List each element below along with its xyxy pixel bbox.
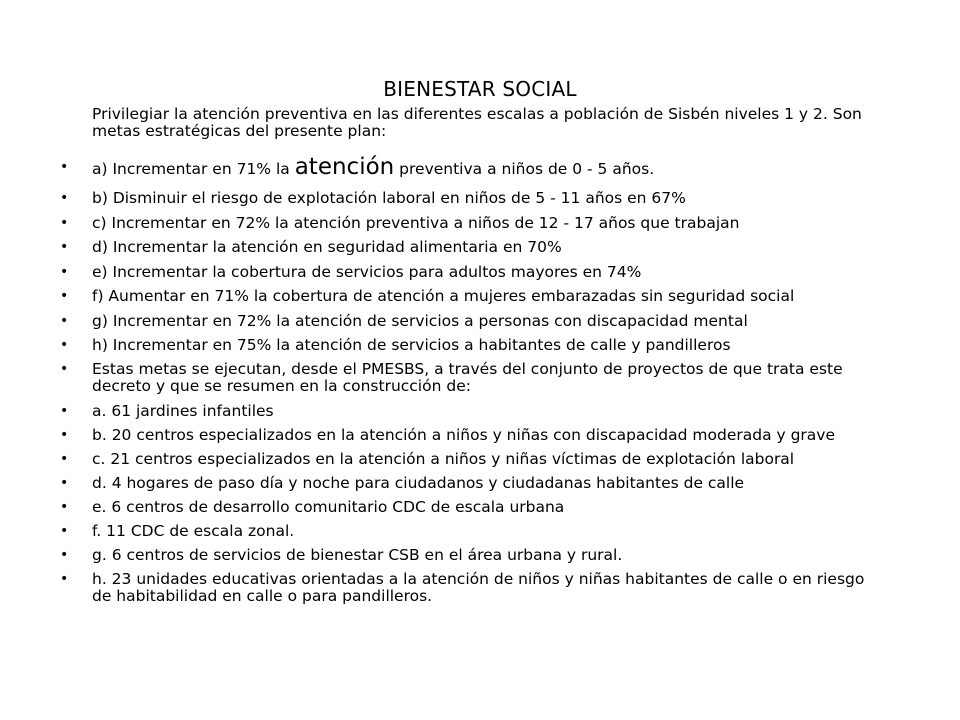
goal-a-text-end: preventiva a niños de 0 - 5 años. [394, 160, 655, 178]
construction-item-e: • e. 6 centros de desarrollo comunitario CDC de escala urbana [92, 499, 922, 516]
execution-note [92, 361, 922, 395]
intro-line-2: metas estratégicas del presente plan: [92, 122, 387, 140]
construction-item-h [92, 571, 922, 605]
construction-item-h-line-1: h. 23 unidades educativas orientadas a la atención de niños y niñas habitantes de calle o en riesgo [92, 570, 865, 588]
goal-item-b: • b) Disminuir el riesgo de explotación laboral en niños de 5 - 11 años en 67% [92, 190, 922, 207]
construction-item-f: • f. 11 CDC de escala zonal. [92, 523, 922, 540]
intro-paragraph [90, 106, 890, 140]
goal-item-f: • f) Aumentar en 71% la cobertura de atención a mujeres embarazadas sin seguridad social [92, 288, 922, 305]
intro-line-1: Privilegiar la atención preventiva en las diferentes escalas a población de Sisbén niveles 1 y 2. Son [92, 105, 862, 123]
goal-item-h: • h) Incrementar en 75% la atención de servicios a habitantes de calle y pandilleros [92, 337, 922, 354]
goal-item-g: • g) Incrementar en 72% la atención de servicios a personas con discapacidad mental [92, 313, 922, 330]
goal-item-c: • c) Incrementar en 72% la atención preventiva a niños de 12 - 17 años que trabajan [92, 215, 922, 232]
construction-item-a: • a. 61 jardines infantiles [92, 403, 922, 420]
slide-title: BIENESTAR SOCIAL [383, 77, 577, 101]
construction-item-c: • c. 21 centros especializados en la atención a niños y niñas víctimas de explotación laboral [92, 451, 922, 468]
goal-item-a [92, 154, 922, 180]
goal-a-emphasis: atención [294, 154, 395, 180]
construction-item-h-line-2: de habitabilidad en calle o para pandilleros. [92, 587, 433, 605]
execution-note-line-1: Estas metas se ejecutan, desde el PMESBS, a través del conjunto de proyectos de que trata este [92, 360, 843, 378]
goal-a-text-start: a) Incrementar en 71% la [92, 160, 295, 178]
construction-item-b: • b. 20 centros especializados en la atención a niños y niñas con discapacidad moderada y grave [92, 427, 922, 444]
goal-item-e: • e) Incrementar la cobertura de servicios para adultos mayores en 74% [92, 264, 922, 281]
goal-item-d: • d) Incrementar la atención en seguridad alimentaria en 70% [92, 239, 922, 256]
execution-note-line-2: decreto y que se resumen en la construcción de: [92, 377, 471, 395]
construction-item-d: • d. 4 hogares de paso día y noche para ciudadanos y ciudadanas habitantes de calle [92, 475, 922, 492]
construction-item-g: • g. 6 centros de servicios de bienestar CSB en el área urbana y rural. [92, 547, 922, 564]
